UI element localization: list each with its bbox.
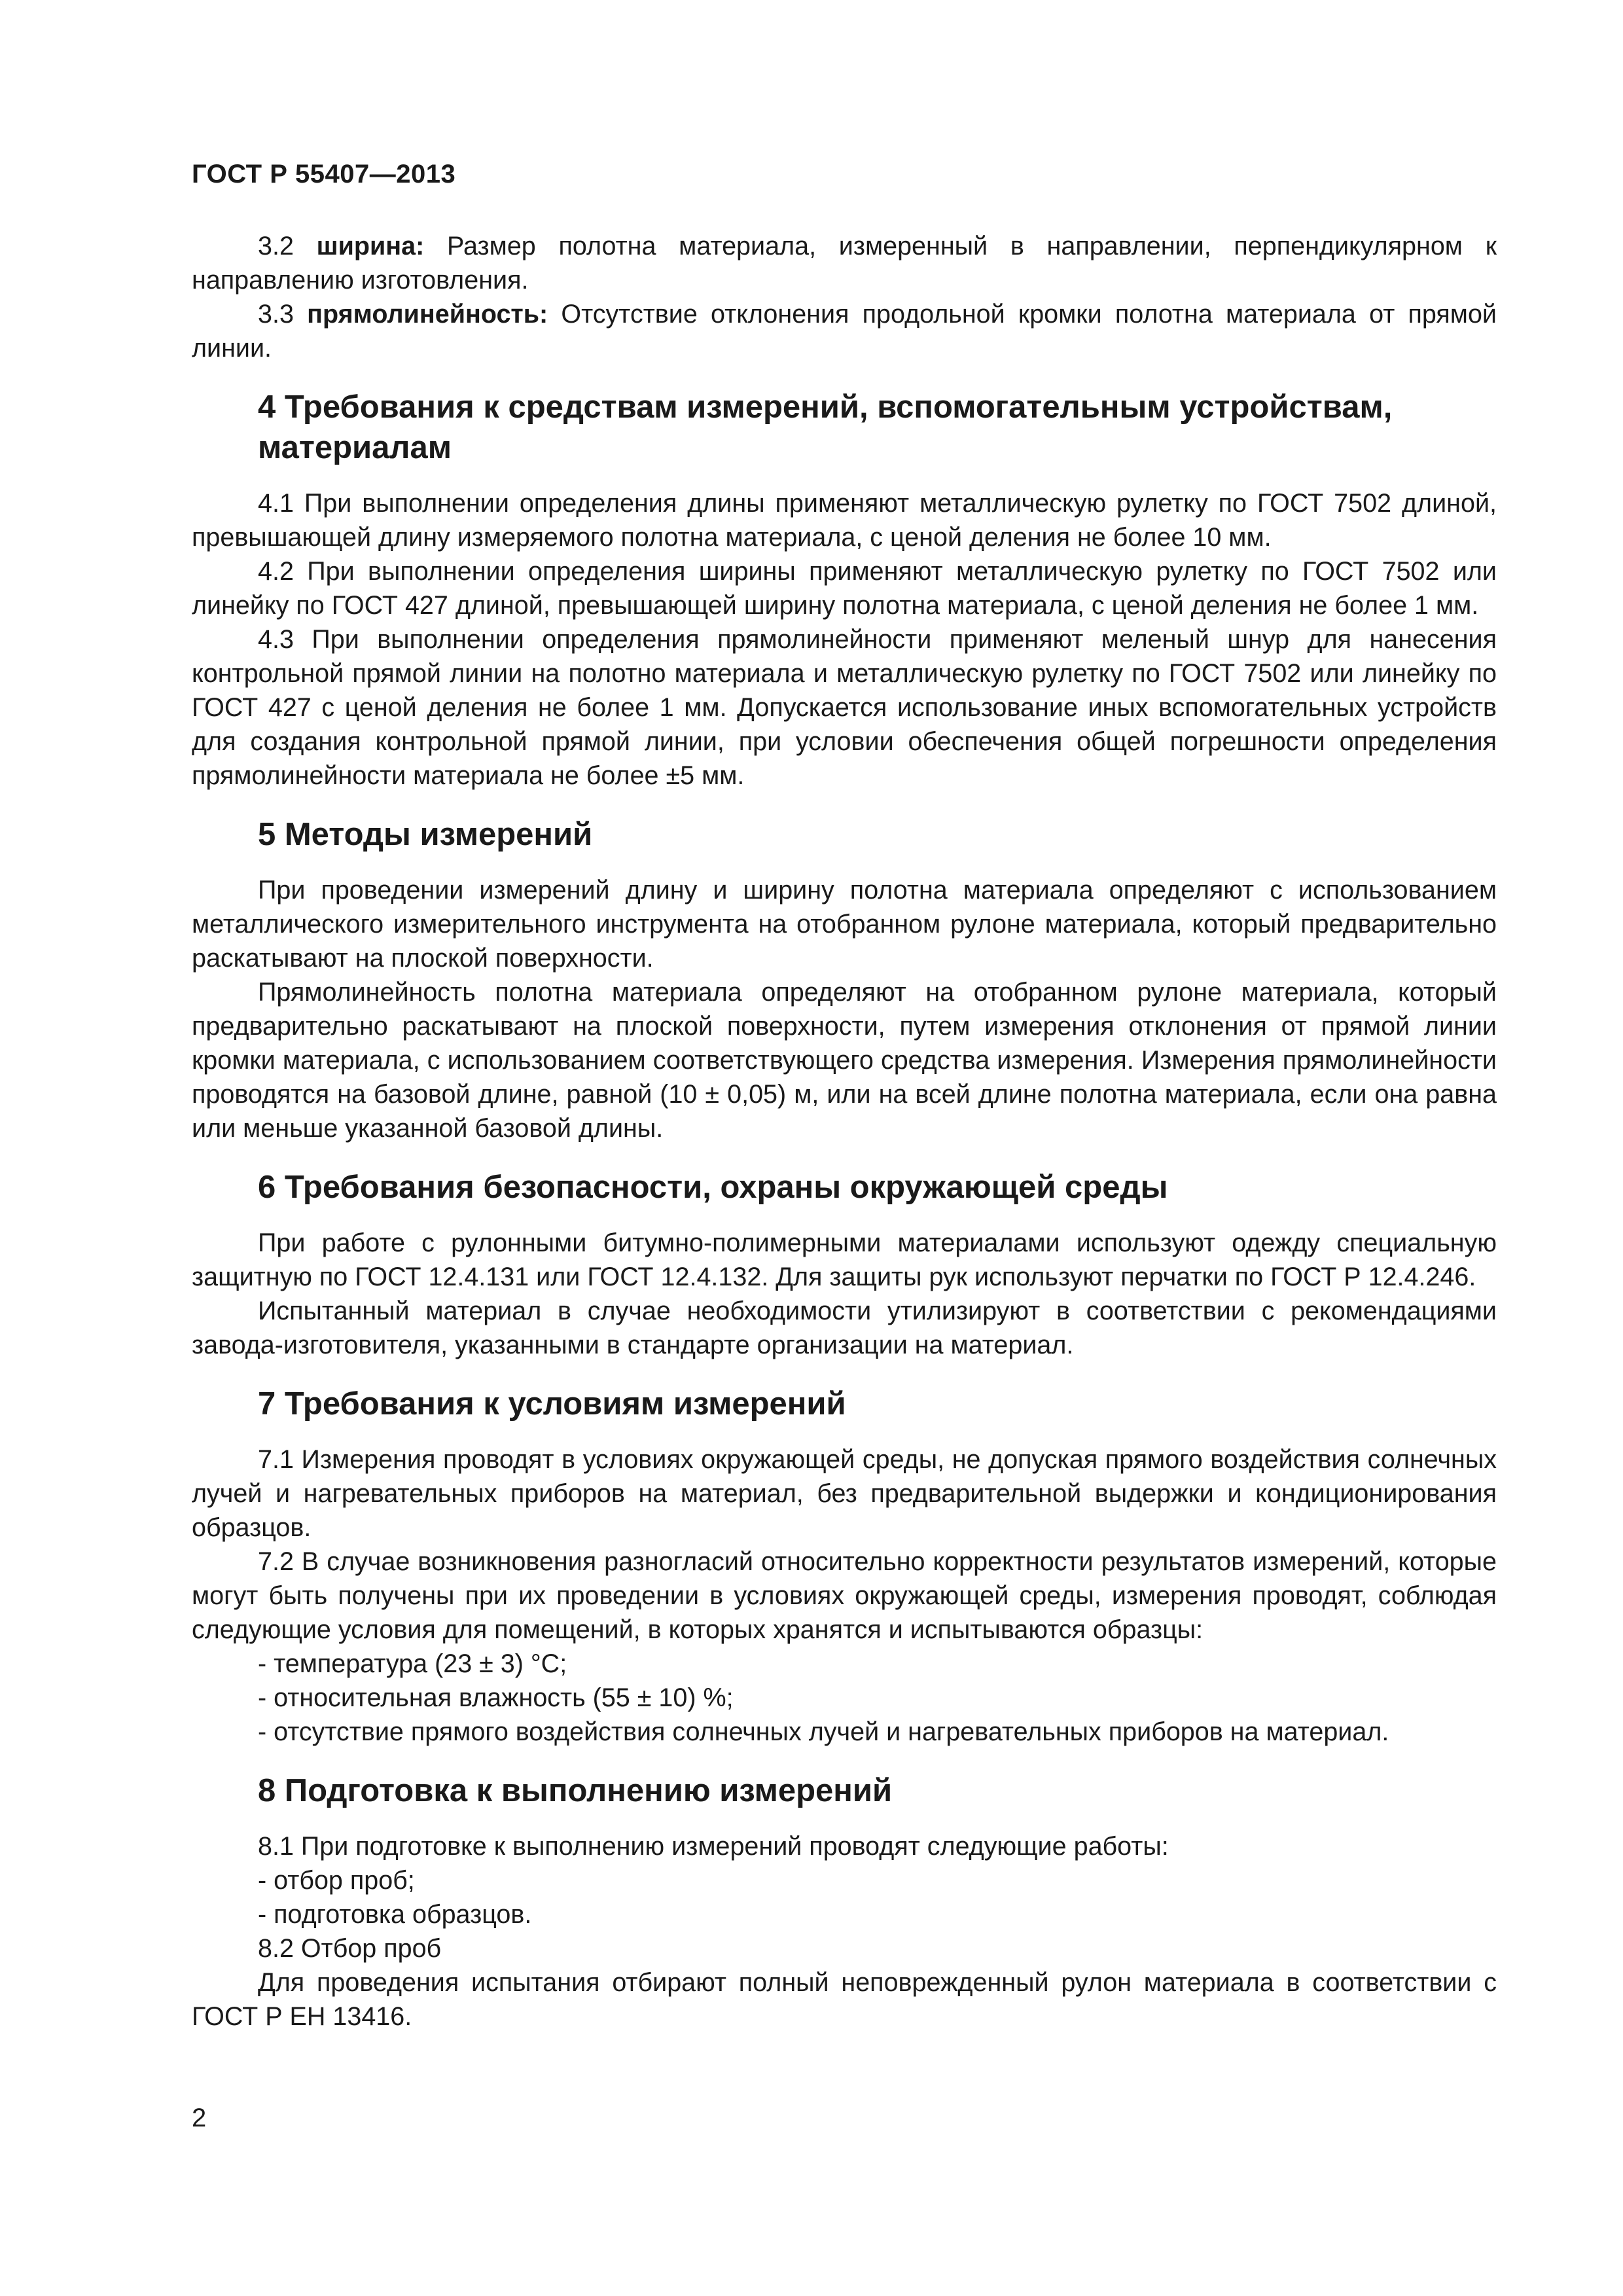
clause-7-2: 7.2 В случае возникновения разногласий относительно корректности результатов измерений, которые могут быть получены при их проведении в условиях окружающей среды, измерения проводят, соблюдая следующие условия для помещений, в которых хранятся и испытываются образцы: — [192, 1547, 1497, 1644]
list-item: - отбор проб; — [258, 1866, 415, 1895]
list-item: - относительная влажность (55 ± 10) %; — [258, 1683, 734, 1712]
list-item: - отсутствие прямого воздействия солнечных лучей и нагревательных приборов на материал. — [258, 1717, 1389, 1746]
section-6-heading: 6 Требования безопасности, охраны окружающей среды — [258, 1170, 1168, 1205]
clause-7-1: 7.1 Измерения проводят в условиях окружающей среды, не допуская прямого воздействия солнечных лучей и нагревательных приборов на материал, без предварительной выдержки и кондиционирования образцов. — [192, 1445, 1497, 1542]
clause-3-3 — [192, 297, 1497, 365]
section-5-paragraph: При проведении измерений длину и ширину полотна материала определяют с использованием металлического измерительного инструмента на отобранном рулоне материала, который предварительно раскатывают на плоской поверхности. — [192, 876, 1497, 973]
section-6-paragraph: Испытанный материал в случае необходимости утилизируют в соответствии с рекомендациями завода-изготовителя, указанными в стандарте организации на материал. — [192, 1297, 1497, 1359]
clause-8-2: 8.2 Отбор проб — [258, 1934, 442, 1963]
section-4-heading: 4 Требования к средствам измерений, вспомогательным устройствам, материалам — [258, 389, 1393, 465]
document-body — [192, 229, 1497, 2034]
clause-8-1: 8.1 При подготовке к выполнению измерений проводят следующие работы: — [258, 1832, 1169, 1861]
section-6-paragraph: При работе с рулонными битумно-полимерными материалами используют одежду специальную защитную по ГОСТ 12.4.131 или ГОСТ 12.4.132. Для защиты рук используют перчатки по ГОСТ Р 12.4.246. — [192, 1229, 1497, 1291]
definition: Отсутствие отклонения продольной кромки полотна материала от прямой линии. — [192, 300, 1497, 363]
section-5-heading: 5 Методы измерений — [258, 817, 593, 852]
clause-number: 3.3 — [258, 300, 294, 329]
section-7-heading: 7 Требования к условиям измерений — [258, 1386, 846, 1422]
clause-3-2 — [192, 229, 1497, 297]
clause-4-1: 4.1 При выполнении определения длины применяют металлическую рулетку по ГОСТ 7502 длиной, превышающей длину измеряемого полотна материала, с ценой деления не более 10 мм. — [192, 489, 1497, 552]
page-number: 2 — [192, 2104, 207, 2132]
list-item: - температура (23 ± 3) °С; — [258, 1649, 567, 1678]
clause-4-3: 4.3 При выполнении определения прямолинейности применяют меленый шнур для нанесения контрольной прямой линии на полотно материала и металлическую рулетку по ГОСТ 7502 или линейку по ГОСТ 427 с ценой деления не более 1 мм. Допускается использование иных вспомогательных устройств для создания контрольной прямой линии, при условии обеспечения общей погрешности определения прямолинейности материала не более ±5 мм. — [192, 625, 1497, 790]
section-8-heading: 8 Подготовка к выполнению измерений — [258, 1773, 893, 1808]
definition: Размер полотна материала, измеренный в направлении, перпендикулярном к направлению изготовления. — [192, 232, 1497, 295]
clause-number: 3.2 — [258, 232, 294, 260]
clause-8-2-text: Для проведения испытания отбирают полный неповрежденный рулон материала в соответствии с ГОСТ Р ЕН 13416. — [192, 1968, 1497, 2031]
list-item: - подготовка образцов. — [258, 1900, 532, 1929]
document-header: ГОСТ Р 55407—2013 — [192, 160, 456, 188]
term: ширина: — [316, 232, 425, 260]
section-5-paragraph: Прямолинейность полотна материала определяют на отобранном рулоне материала, который предварительно раскатывают на плоской поверхности, путем измерения отклонения от прямой линии кромки материала, с использованием соответствующего средства измерения. Измерения прямолинейности проводятся на базовой длине, равной (10 ± 0,05) м, или на всей длине полотна материала, если она равна или меньше указанной базовой длины. — [192, 978, 1497, 1143]
term: прямолинейность: — [307, 300, 548, 329]
clause-4-2: 4.2 При выполнении определения ширины применяют металлическую рулетку по ГОСТ 7502 или линейку по ГОСТ 427 длиной, превышающей ширину полотна материала, с ценой деления не более 1 мм. — [192, 557, 1497, 620]
